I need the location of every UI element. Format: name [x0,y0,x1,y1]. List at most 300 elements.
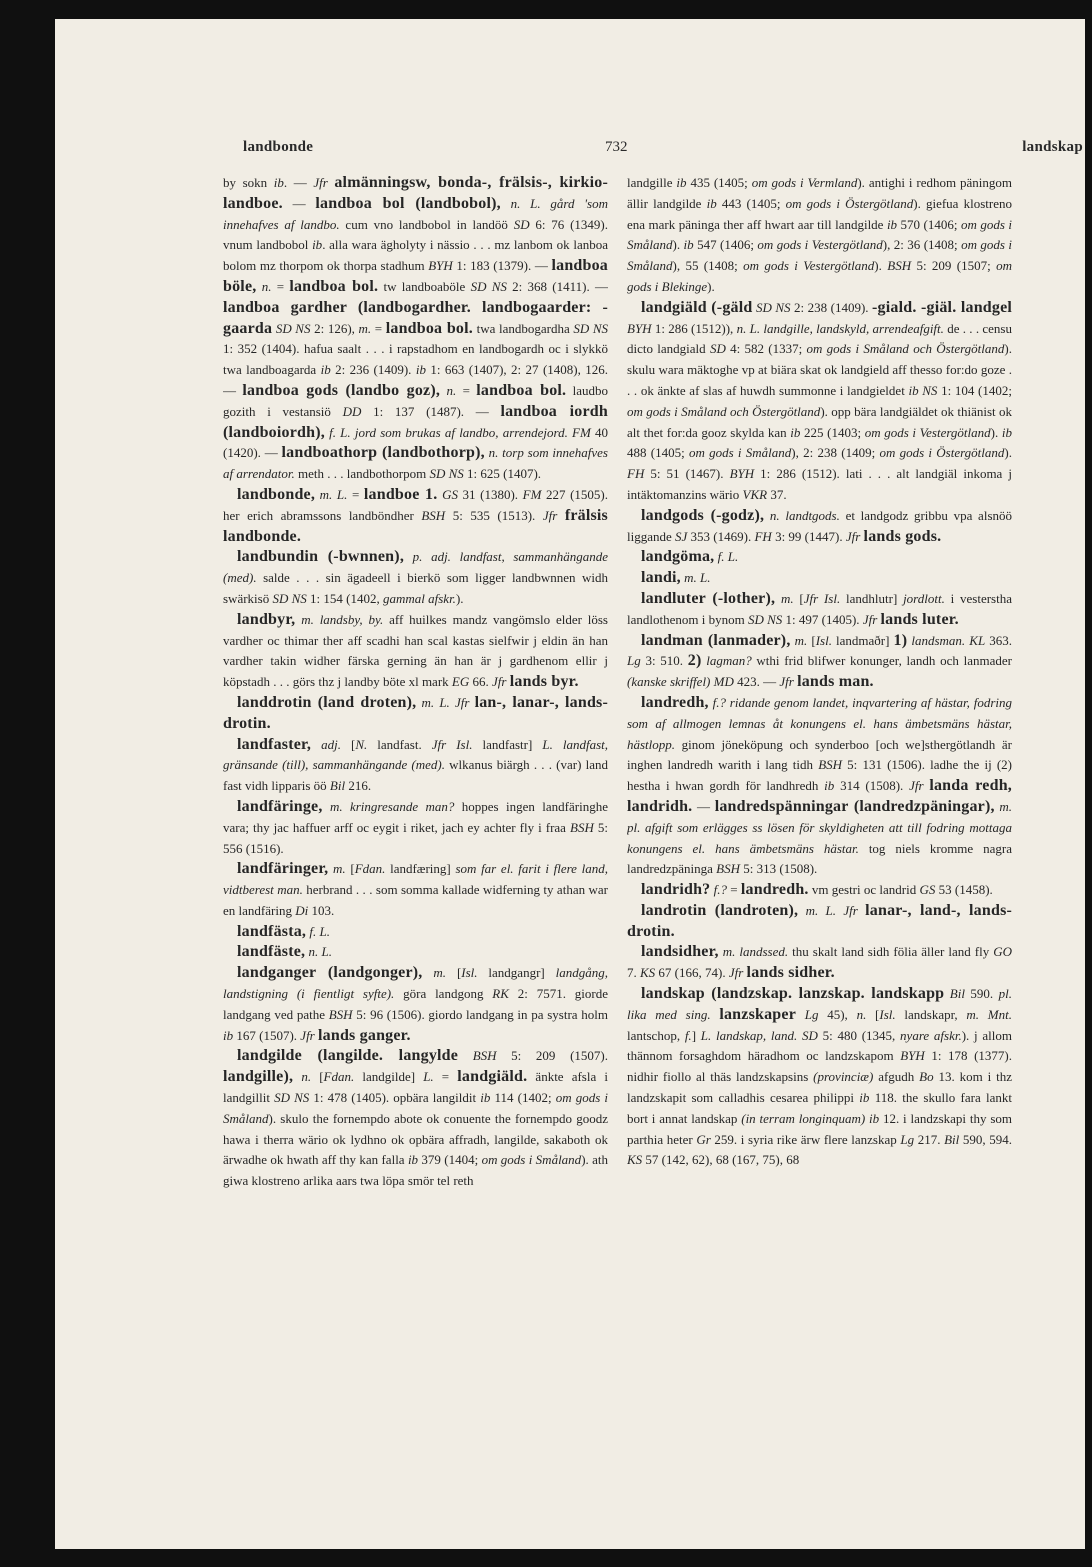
entry-text: [ [866,1006,880,1022]
entry-text: . alla wara ägholyty i nässio . . . mz lanbom ok lanboa bolom mz thorpom ok thorpa stadhum [223,237,608,274]
entry-text: 217. [914,1131,945,1147]
italic-text: n. L. [308,944,332,960]
italic-text: Jfr [492,674,507,690]
dictionary-entry [627,506,1012,548]
entry-text: 314 (1508). [834,778,910,794]
entry-text: 45), [818,1006,857,1022]
italic-text: SD NS [272,590,307,606]
italic-text: Isl. [815,632,832,648]
italic-text: RK [492,986,509,1002]
entry-text: ). ath giwa klostreno arlika aars twa löpa smör tel reth [223,1152,608,1189]
dictionary-entry [223,963,608,1046]
entry-text [557,508,565,523]
entry-text: 2: 236 (1409). [330,362,416,378]
italic-text: (kanske skriffel) MD [627,674,734,690]
italic-text: m. landssed. [722,944,789,960]
left-column [223,173,608,1525]
italic-text: SD NS [429,466,464,482]
italic-text: om gods i Blekinge [627,258,1012,294]
italic-text: Jfr [845,528,861,544]
italic-text: f. L. [309,923,330,939]
entry-text: 2: 7571. giorde landgang ved pathe [223,986,608,1022]
italic-text: om gods i Småland [688,445,792,461]
italic-text: BSH [328,1006,353,1022]
italic-text: m. [358,320,372,336]
headword: landfäringe, [237,797,323,815]
italic-text: ib [790,424,801,440]
entry-text: 5: 556 (1516). [223,819,608,856]
entry-continuation [223,173,608,485]
entry-text: 2: 238 (1409). [790,299,873,315]
dictionary-entry [627,547,1012,568]
entry-text: de . . . censu dicto landgiald [627,320,1012,357]
entry-text: landfastr] [472,736,543,752]
entry-text [311,737,321,752]
headword: landboa bol. [476,381,567,399]
italic-text: Lg [627,653,641,669]
italic-text: lagman? [706,653,752,669]
entry-text: ). antighi i redhom päningom ällir landgilde [627,175,1012,211]
entry-text: = [456,382,477,398]
italic-text: Fdan. [354,861,386,877]
entry-text: 5: 480 (1345, [817,1027,901,1043]
italic-text: ib [273,175,284,190]
italic-text: ib [683,237,694,253]
italic-text: SJ [675,528,688,544]
entry-text: 1: 352 (1404). hafua saalt . . . i rapstadhom en landbogardh oc i slykkö twa landboagarda [223,341,608,378]
italic-text: ib [886,216,898,232]
italic-text: Jfr [909,778,924,794]
dictionary-entry [627,589,1012,631]
entry-text: 5: 51 (1467). [644,466,730,482]
entry-text [404,549,413,564]
italic-text: ib [407,1152,419,1168]
italic-text: m. L. Jfr [421,694,470,710]
italic-text: KS [640,965,656,981]
entry-text: ] [691,1027,701,1043]
entry-text: ). [990,424,1002,440]
entry-text: ). opp bära landgiäldet ok thiänist ok alt thet for:da gooz skylda kan [627,403,1012,440]
italic-text: FH [754,528,772,544]
headword: landgöma, [641,548,715,566]
italic-text: Jfr [862,611,878,627]
entry-text: 5: 535 (1513). [445,507,543,523]
entry-text: afgudh [873,1069,920,1085]
italic-text: nyare afskr. [900,1027,962,1043]
italic-text: n. [446,382,457,398]
italic-text: VKR [742,486,768,502]
entry-text: = [371,320,386,336]
entry-text: ). [707,278,715,294]
left-guide-word: landbonde [243,139,314,155]
headword: landgille), [223,1068,294,1086]
headword: landboa bol (landbobol), [315,194,501,212]
italic-text: Lg [900,1131,915,1147]
entry-text [796,1007,805,1022]
italic-text: om gods i Östergötland [879,445,1005,461]
italic-text: ib [824,778,835,794]
italic-text: DD [342,403,362,419]
headword: 1) [893,631,908,649]
italic-text: GS [919,882,936,898]
italic-text: som far el. farit i flere land, vidtberest man. [223,861,608,898]
headword: lands sidher. [746,964,835,982]
entry-text: 1: 478 (1405). opbära langildit [309,1090,481,1106]
italic-text: m. kringresande man? [329,798,455,814]
entry-text: ), 2: 36 (1408; [882,237,962,253]
entry-text: wlkanus biärgh . . . (var) land fast vidh lipparis öö [223,757,608,794]
italic-text: pl. lika med sing. [627,986,1012,1022]
entry-text: 1: 286 (1512)), [651,320,737,336]
dictionary-entry [627,901,1012,943]
entry-text: = [271,278,290,294]
entry-text: landgangr] [477,965,556,981]
italic-text: m. [781,590,794,606]
entry-text: 5: 131 (1506). ladhe the ij (2) hestha i hwan gordh för landhredh [627,757,1012,794]
dictionary-entry [223,693,608,735]
entry-text: — [692,798,715,814]
headword: lan-, lanar-, lands-drotin. [223,693,608,732]
page-number: 732 [605,139,628,155]
headword: landluter (-lother), [641,589,776,607]
headword: lands ganger. [318,1026,411,1044]
entry-text: [ [807,632,816,648]
entry-text: landmaðr] [831,632,894,648]
entry-text: 53 (1458). [935,882,993,898]
entry-text: meth . . . landbothorpom [294,466,430,482]
entry-text [458,1048,473,1063]
italic-text: ib [312,237,323,253]
italic-text: Isl. [879,1006,896,1022]
headword: landboa bol. [385,319,473,337]
italic-text: FM [522,486,542,502]
entry-text: ). [874,258,888,274]
headword: landfäringer, [237,860,329,878]
italic-text: ib [223,1027,234,1043]
headword: landboa gardher (landbogardher. landbogaarder: -gaarda [223,298,608,337]
italic-text: (in terram longinquam) ib [741,1110,880,1126]
italic-text: Bo [919,1069,934,1085]
headword: lands luter. [880,610,959,628]
headword: landgods (-godz), [641,506,765,524]
entry-text: 216. [345,778,372,794]
entry-text: 5: 96 (1506). giordo landgang in pa systra holm [352,1006,608,1022]
italic-text: landsman. KL [911,632,986,648]
italic-text: Jfr [728,965,744,981]
entry-text: göra landgong [394,986,493,1002]
entry-text: 5: 313 (1508). [740,861,818,877]
italic-text: adj. [321,736,341,752]
entry-text: = [727,882,741,898]
headword: landfäste, [237,943,306,961]
italic-text: KS [627,1152,643,1168]
italic-text: Bil [949,986,965,1002]
entry-text: = [433,1069,458,1085]
italic-text: om gods i Vestergötland [743,258,875,274]
entry-text: 353 (1469). [687,528,755,544]
dictionary-entry [627,942,1012,984]
entry-text: cum vno landbobol in landöö [339,216,514,232]
italic-text: SD [513,216,530,232]
entry-text: [ [345,861,355,877]
italic-text: ib [676,175,687,190]
dictionary-entry [223,859,608,921]
headword: lanzskaper [719,1005,796,1023]
dictionary-entry [223,922,608,943]
entry-text: 423. — [733,674,780,690]
entry-text: 590. [964,986,999,1002]
italic-text: Jfr Isl. [431,736,473,752]
headword: landboa bol. [289,277,379,295]
italic-text: om gods i Småland [627,216,1012,253]
headword: landbonde, [237,485,316,503]
entry-text: = [347,486,364,502]
dictionary-entry [627,984,1012,1171]
headword: lanar-, land-, lands-drotin. [627,901,1012,940]
entry-text: landfæring] [385,861,456,877]
entry-text: 31 (1380). [457,486,523,502]
entry-text: 103. [308,902,335,918]
italic-text: FM [572,424,591,440]
italic-text: EG [451,674,470,690]
entry-text: herbrand . . . som somma kallade widferning ty athan war en landfäring [223,882,608,918]
entry-text: 13. kom i thz landzskapit som calladhis cesarea philippi [627,1069,1012,1106]
entry-text: 1: 497 (1405). [782,611,863,627]
headword: landredh. [740,881,809,899]
italic-text: Bil [329,778,346,794]
entry-text: 227 (1505). her erich abramssons landböndher [223,486,608,523]
italic-text: m. L. Jfr [805,902,858,918]
entry-text: i vesterstha landlothenom i bynom [627,590,1012,627]
italic-text: BSH [716,861,740,877]
italic-text: SD NS [275,320,311,336]
italic-text: SD [709,341,726,357]
italic-text: gammal afskr. [382,590,456,606]
entry-text: tw landboaböle [378,278,471,294]
italic-text: n. L. landgille, landskyld, arrendeafgift. [736,320,944,336]
italic-text: L. landskap, land. SD [700,1027,818,1043]
italic-text: f. [684,1027,692,1043]
italic-text: n. torp som innehafves af arrendator. [223,445,608,482]
entry-text: ). [1004,445,1012,461]
headword: landgiäld (-gäld [641,298,753,316]
italic-text: om gods i Vestergötland [757,237,883,253]
entry-text: ). [455,590,464,606]
entry-text: 114 (1402; [490,1090,556,1106]
italic-text: om gods i Vermland [751,175,858,190]
italic-text: FH [627,466,645,482]
entry-text: [ [446,965,462,981]
entry-text: thu skalt land sidh fölia äller land fly [788,944,994,960]
entry-text: änkte afsla i landgillit [223,1069,608,1106]
entry-text: ). j allom thännom forsaghdom häradhom oc landzskapom [627,1027,1012,1064]
entry-text: 2: 368 (1411). — [506,278,608,294]
entry-text: 1: 286 (1512). lati . . . alt landgiäl inkoma j intäktomanzins wärio [627,466,1012,502]
entry-text: 259. i syria rike ärw flere lanzskap [710,1131,901,1147]
italic-text: BYH [627,320,652,336]
italic-text: ib [859,1090,870,1106]
entry-text: 570 (1406; [897,216,961,232]
italic-text: n. [856,1006,867,1022]
entry-text [423,965,434,980]
entry-text: . — [283,175,314,190]
headword: landa redh, landridh. [627,777,1012,815]
italic-text: Lg [804,1006,819,1022]
italic-text: Fdan. [323,1069,355,1085]
headword: landridh? [641,881,711,899]
entry-text: landfast. [367,736,432,752]
entry-text: landgilde] [354,1069,424,1085]
headword: landbundin (-bwnnen), [237,548,405,566]
headword: landredh, [641,693,709,711]
headword: landboe 1. [363,485,438,503]
entry-text: tog niels kromme nagra landredzpäninga [627,840,1012,877]
italic-text: SD NS [470,278,507,294]
italic-text: L. landfast, gränsande (till), sammanhängande (med). [223,736,608,773]
entry-text: landgille [627,175,677,190]
italic-text: Isl. [461,965,478,981]
headword: landboa gods (landbo goz), [242,381,441,399]
entry-text: vm gestri oc landrid [808,882,920,898]
italic-text: f.? [713,882,728,898]
italic-text: Jfr Isl. [803,590,841,606]
entry-text: salde . . . sin ägadeell i bierkö som ligger landbwnnen widh swärkisö [223,570,608,606]
right-guide-word: landskap [1022,139,1083,155]
headword: landman (lanmader), [641,631,791,649]
entry-text: 1: 104 (1402; [937,382,1012,398]
italic-text: Jfr [313,175,328,190]
entry-text: ), 2: 238 (1409; [791,445,880,461]
running-header [243,139,1083,161]
dictionary-entry [627,298,1012,506]
italic-text: m. [433,965,447,981]
italic-text: n. landtgods. [769,507,840,523]
entry-text: [ [311,1069,324,1085]
italic-text: om gods i Småland [481,1152,582,1168]
entry-text: 40 (1420). — [223,424,608,461]
headword: landfaster, [237,735,312,753]
italic-text: m. landsby, by. [301,611,384,627]
italic-text: f. L. [717,549,739,565]
entry-text: 5: 209 (1507). [496,1048,608,1064]
entry-text: 67 (166, 74). [655,965,729,981]
headword: -giald. -giäl. landgel [872,298,1012,316]
entry-text: 1: 663 (1407), 2: 27 (1408), 126. — [223,362,608,398]
headword: landganger (landgonger), [237,964,423,982]
entry-text: [ [793,590,804,606]
dictionary-entry [627,693,1012,880]
italic-text: jordlott. [903,590,945,606]
entry-text: aff huilkes mandz vangömslo elder löss vardher oc thimar ther aff scadhi han scal kastas sielfwir j eldin än han vardher takin widher färska gerning än han är j gardhenom ellir j köpstadh . . . görs thz j landby böte xl mark [223,611,608,690]
entry-text: ginom jöneköpung och synderboo [och we]sthergötlandh är inghen landredh warith i lang tidh [627,736,1012,773]
italic-text: m. pl. afgift som erlägges ss lösen för skyldigheten att till fodring mottaga konungens el. hans ämbetsmäns hästar. [627,798,1012,856]
entry-text: ). giefua klostreno ena mark päninga ther aff hwart aar till landgilde [627,195,1012,232]
italic-text: m. [333,861,346,877]
italic-text: ib [320,362,331,378]
entry-text: 379 (1404; [418,1152,482,1168]
entry-text: ). skulu wara mäktoghe vp at biära skat ok landgield aff thesso for:do goze . . . ok änkte af slas af huwdh summonne i landgieldet [627,341,1012,398]
italic-text: m. Mnt. [966,1006,1012,1022]
entry-text: 167 (1507). [233,1027,301,1043]
headword: frälsis landbonde. [223,506,608,545]
entry-text: landskapr, [895,1006,967,1022]
entry-text: 57 (142, 62), 68 (167, 75), 68 [642,1152,800,1168]
entry-text [798,903,805,918]
entry-text: 66. [469,674,493,690]
dictionary-entry [627,631,1012,693]
headword: almänningsw, bonda-, frälsis-, kirkio-landboe. [223,174,608,212]
entry-continuation [627,173,1012,298]
italic-text: GO [993,944,1012,960]
entry-text: 1: 178 (1377). nidhir fiollo al thäs landzskapsins [627,1048,1012,1085]
headword: lands gods. [863,527,942,545]
italic-text: ib NS [908,382,938,398]
dictionary-entry [223,485,608,547]
entry-text: 1: 183 (1379). — [452,258,552,274]
entry-text: laudbo gozith i vestansiö [223,382,608,419]
italic-text: f.? ridande genom landet, inqvartering af hästar, fodring som af allmogen lemnas åt konungens el. hans ämbetsmäns hästar, hästlopp. [627,694,1012,752]
entry-text: wthi frid blifwer konunger, landh och lanmader [751,653,1012,669]
italic-text: BSH [570,819,594,835]
dictionary-entry [223,610,608,693]
italic-text: om gods i Småland och Östergötland [806,341,1005,357]
entry-text: 363. [985,632,1012,648]
entry-text: 2: 126), [310,320,359,336]
italic-text: ib [480,1090,491,1106]
italic-text: ib [415,362,426,378]
headword: landsidher, [641,943,719,961]
entry-text: 225 (1403; [800,424,865,440]
headword: landskap (landzskap. lanzskap. landskapp [641,985,945,1003]
italic-text: m. L. [319,486,348,502]
italic-text: SD NS [755,299,791,315]
italic-text: f. L. jord som brukas af landbo, arrendejord. [329,424,568,440]
headword: landboa iordh (landboiordh), [223,402,608,441]
dictionary-entry [627,568,1012,589]
italic-text: n. L. gård 'som innehafves af landbo. [223,195,608,232]
headword: landbyr, [237,610,296,628]
dictionary-entry [627,880,1012,901]
italic-text: landgång, landstigning (i fientligt syfte). [223,965,608,1002]
entry-text: [ [340,736,356,752]
italic-text: N. [355,736,368,752]
italic-text: BSH [472,1048,497,1064]
headword: 2) [687,652,702,670]
italic-text: BYH [428,258,453,274]
entry-text: lantschop, [627,1027,685,1043]
italic-text: GS [442,486,458,502]
italic-text: om gods i Östergötland [785,195,914,211]
italic-text: Jfr [779,674,794,690]
entry-text: ). [672,237,684,253]
headword: landi, [641,569,681,587]
entry-text: landhlutr] [840,590,904,606]
entry-text: 5: 209 (1507; [911,258,997,274]
italic-text: n. [301,1069,312,1085]
entry-text: et landgodz gribbu vpa alsnöö liggande [627,507,1012,544]
entry-text: 6: 76 (1349). vnum landbobol [223,216,608,253]
italic-text: BSH [421,507,446,523]
entry-text: hoppes ingen landfäringhe vara; thy jac haffuer arff oc eygit i riket, jach ey achter fly i fraa [223,798,608,835]
headword: landdrotin (land droten), [237,693,417,711]
dictionary-entry [223,547,608,609]
entry-text [323,799,330,814]
headword: landboa böle, [223,257,608,295]
entry-text: 590, 594. [959,1131,1012,1147]
italic-text: Jfr [300,1027,315,1043]
entry-text: — [282,195,316,211]
entry-text: 488 (1405; [627,445,689,461]
